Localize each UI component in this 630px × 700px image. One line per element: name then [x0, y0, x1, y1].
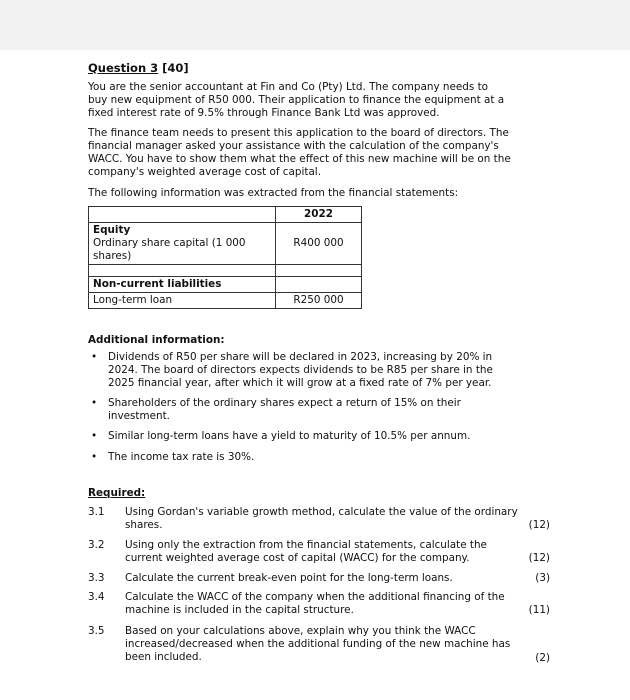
spacer-cell: [276, 265, 362, 277]
list-item: [88, 351, 550, 390]
required-line: shares.: [125, 519, 163, 532]
required-line: current weighted average cost of capital (WACC) for the company.: [125, 552, 470, 565]
board-line: The finance team needs to present this application to the board of directors. The: [88, 127, 509, 139]
ncl-heading: Non-current liabilities: [89, 277, 276, 293]
required-marks: (3): [535, 572, 550, 584]
extraction-line: The following information was extracted from the financial statements:: [88, 187, 459, 199]
bullet-line: Shareholders of the ordinary shares expect a return of 15% on their: [108, 397, 461, 410]
required-item-3-1: [88, 506, 562, 534]
additional-heading: Additional information:: [88, 334, 225, 346]
board-line: WACC. You have to show them what the effect of this new machine will be on the: [88, 153, 511, 166]
intro-line: fixed interest rate of 9.5% through Finance Bank Ltd was approved.: [88, 107, 440, 120]
required-text: [125, 539, 525, 565]
table-header-row: [89, 207, 362, 223]
required-item-3-4: [88, 591, 562, 619]
intro-line: buy new equipment of R50 000. Their application to finance the equipment at a: [88, 94, 505, 107]
share-capital-label-1: Ordinary share capital (1 000: [93, 237, 246, 249]
ncl-blank: [276, 277, 362, 293]
required-line: Using Gordan's variable growth method, calculate the value of the ordinary: [125, 506, 518, 518]
share-capital-label-2: shares): [93, 250, 132, 262]
required-item-3-2: [88, 539, 562, 567]
equity-cell: [89, 223, 276, 265]
required-line: been included.: [125, 651, 202, 664]
required-item-3-5: [88, 625, 562, 667]
required-text: [125, 625, 525, 664]
loan-label: Long-term loan: [89, 293, 276, 309]
bullet-line: Similar long-term loans have a yield to maturity of 10.5% per annum.: [108, 430, 471, 443]
bullet-line: The income tax rate is 30%.: [108, 450, 255, 463]
required-number: 3.1: [88, 506, 105, 518]
required-item-3-3: [88, 572, 562, 587]
board-line: company's weighted average cost of capital.: [88, 166, 321, 179]
required-marks: (11): [528, 604, 550, 616]
bullet-line: 2025 financial year, after which it will grow at a fixed rate of 7% per year.: [108, 377, 492, 390]
additional-list: [88, 351, 550, 471]
intro-paragraph: [88, 81, 550, 120]
table-row: [89, 277, 362, 293]
bullet-line: Dividends of R50 per share will be declared in 2023, increasing by 20% in: [108, 351, 493, 363]
required-text: [125, 572, 525, 585]
required-line: increased/decreased when the additional funding of the new machine has: [125, 638, 511, 651]
required-number: 3.5: [88, 625, 105, 637]
bullet-icon: •: [91, 397, 98, 410]
required-line: machine is included in the capital structure.: [125, 604, 354, 617]
table-row: [89, 265, 362, 277]
bullet-line: 2024. The board of directors expects dividends to be R85 per share in the: [108, 364, 493, 377]
question-title: [88, 61, 189, 75]
required-text: [125, 591, 525, 617]
table-row: [89, 293, 362, 309]
required-line: Calculate the current break-even point for the long-term loans.: [125, 572, 453, 584]
bullet-icon: •: [91, 430, 98, 443]
required-line: Calculate the WACC of the company when the additional financing of the: [125, 591, 505, 603]
board-paragraph: [88, 127, 550, 179]
table-year-header: 2022: [276, 207, 362, 223]
extraction-intro: [88, 187, 550, 200]
share-capital-value: R400 000: [276, 223, 362, 265]
list-item: [88, 397, 550, 423]
bullet-line: investment.: [108, 410, 170, 423]
table-row: [89, 223, 362, 265]
intro-line: You are the senior accountant at Fin and Co (Pty) Ltd. The company needs to: [88, 81, 489, 93]
required-marks: (2): [535, 652, 550, 664]
required-heading: Required:: [88, 487, 146, 499]
required-line: Using only the extraction from the financial statements, calculate the: [125, 539, 487, 551]
list-item: [88, 451, 550, 464]
bullet-icon: •: [91, 351, 98, 363]
financial-table: [88, 206, 362, 309]
required-marks: (12): [528, 519, 550, 531]
required-number: 3.2: [88, 539, 105, 551]
list-item: [88, 430, 550, 443]
question-marks: [40]: [162, 61, 189, 75]
required-line: Based on your calculations above, explain why you think the WACC: [125, 625, 476, 637]
loan-value: R250 000: [276, 293, 362, 309]
board-line: financial manager asked your assistance with the calculation of the company's: [88, 140, 499, 153]
equity-heading: Equity: [93, 224, 131, 236]
required-number: 3.3: [88, 572, 105, 584]
required-number: 3.4: [88, 591, 105, 603]
question-label: Question 3: [88, 61, 159, 75]
spacer-cell: [89, 265, 276, 277]
required-marks: (12): [528, 552, 550, 564]
table-header-blank: [89, 207, 276, 223]
required-text: [125, 506, 525, 532]
bullet-icon: •: [91, 450, 98, 463]
